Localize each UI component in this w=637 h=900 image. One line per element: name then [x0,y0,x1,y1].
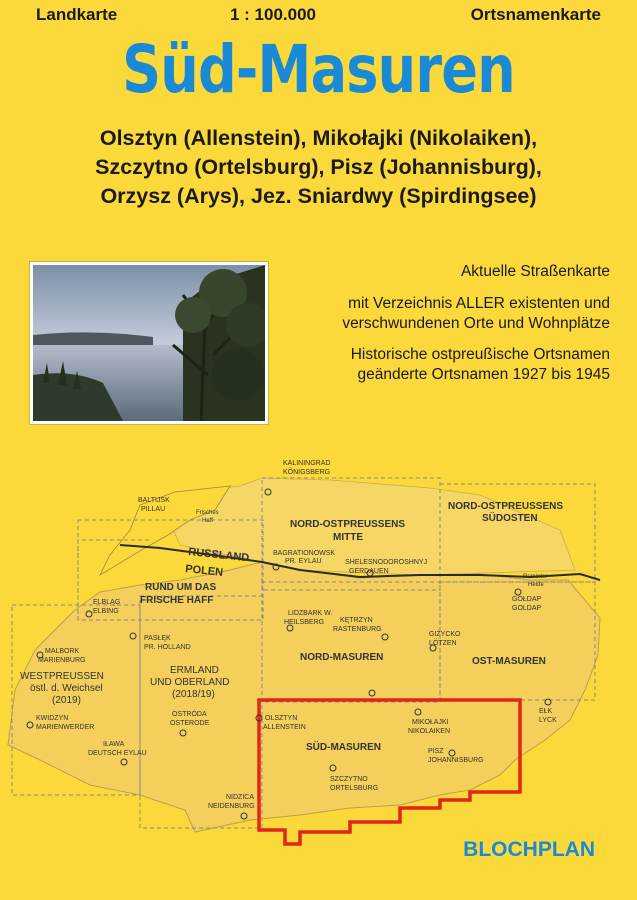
town-label: OSTERODE [170,720,210,727]
info-line: verschwundenen Orte und Wohnplätze [342,315,610,332]
town-label: KÖNIGSBERG [283,469,331,476]
region-label: FRISCHE HAFF [140,595,214,606]
region-label: WESTPREUSSEN [20,671,104,682]
town-label: IŁAWA [103,741,125,748]
region-label: RUND UM DAS [145,582,217,593]
overview-map [0,455,637,855]
town-label: EŁK [539,708,553,715]
town-label: PILLAU [141,506,166,513]
town-label: PR. EYLAU [285,558,322,565]
region-label: östl. d. Weichsel [30,683,103,694]
town-label: GOLDAP [512,605,542,612]
town-label: RASTENBURG [333,626,382,633]
header-map-type: Landkarte [36,5,118,24]
town-label: LIDZBARK W. [288,610,333,617]
town-label: GERDAUEN [349,568,389,575]
header-map-kind: Ortsnamenkarte [470,5,601,24]
town-label: SZCZYTNO [330,776,368,783]
town-label: ELBING [93,608,119,615]
town-label: PISZ [428,748,444,755]
town-label: ALLENSTEIN [263,724,306,731]
town-label: LÖTZEN [429,640,457,647]
town-label: HEILSBERG [284,619,325,626]
region-label: SÜDOSTEN [482,513,538,524]
town-label: PASŁĘK [144,635,171,642]
town-label: PR. HOLLAND [144,644,191,651]
header-scale: 1 : 100.000 [230,5,317,24]
town-label: NIKOLAIKEN [408,728,451,735]
region-label: ERMLAND [170,665,219,676]
town-label: DEUTSCH EYLAU [88,750,147,757]
publisher-logo: BLOCHPLAN [463,838,595,861]
region-label: SÜD-MASUREN [306,742,381,753]
town-label: Heide [528,582,544,588]
town-label: BAGRATIONOWSK [273,550,336,557]
town-label: MIKOŁAJKI [412,719,449,726]
town-label: JOHANNISBURG [428,757,484,764]
info-line: Aktuelle Straßenkarte [460,263,610,280]
town-label: GIŻYCKO [429,631,461,638]
town-label: OLSZTYN [265,715,298,722]
info-line: geänderte Ortsnamen 1927 bis 1945 [357,366,610,383]
town-label: Rominter [523,574,548,580]
town-label: LYCK [539,717,557,724]
region-label: OST-MASUREN [472,656,546,667]
town-label: NEIDENBURG [208,803,255,810]
region-label: NORD-MASUREN [300,652,384,663]
town-label: KĘTRZYN [340,617,373,624]
town-label: Haff [202,518,213,524]
region-label: (2018/19) [172,689,215,700]
town-label: KALININGRAD [283,460,331,467]
town-label: KWIDZYN [36,715,69,722]
label-polen: POLEN [184,563,224,579]
town-label: NIDZICA [226,794,254,801]
label-russland: RUSSLAND [187,546,250,565]
town-label: SHELESNODOROSHNYJ [345,559,428,566]
place-names [0,124,637,211]
region-label: UND OBERLAND [150,677,230,688]
town-label: MARIENBURG [38,657,86,664]
place-line: Olsztyn (Allenstein), Mikołajki (Nikolaiken), [99,126,538,150]
region-label: NORD-OSTPREUSSENS [448,501,564,512]
info-block [280,294,610,334]
town-label: OSTRÓDA [172,711,207,718]
town-label: BALTIJSK [138,497,170,504]
info-line: mit Verzeichnis ALLER existenten und [348,295,610,312]
region-label: MITTE [333,532,363,543]
lake-landscape-photo [30,262,268,424]
info-text [280,262,610,396]
town-label: GOŁDAP [512,596,542,603]
info-line: Historische ostpreußische Ortsnamen [350,346,610,363]
place-line: Szczytno (Ortelsburg), Pisz (Johannisburg), [95,155,542,179]
town-label: ORTELSBURG [330,785,379,792]
town-label: MALBORK [45,648,80,655]
region-label: (2019) [52,695,81,706]
region-label: NORD-OSTPREUSSENS [290,519,406,530]
town-label: ELBLĄG [93,599,121,606]
info-block [280,345,610,385]
town-label: Frisches [196,510,219,516]
place-line: Orzysz (Arys), Jez. Sniardwy (Spirdingsee) [100,184,537,208]
page-title: Süd-Masuren [122,31,515,108]
town-label: MARIENWERDER [36,724,95,731]
